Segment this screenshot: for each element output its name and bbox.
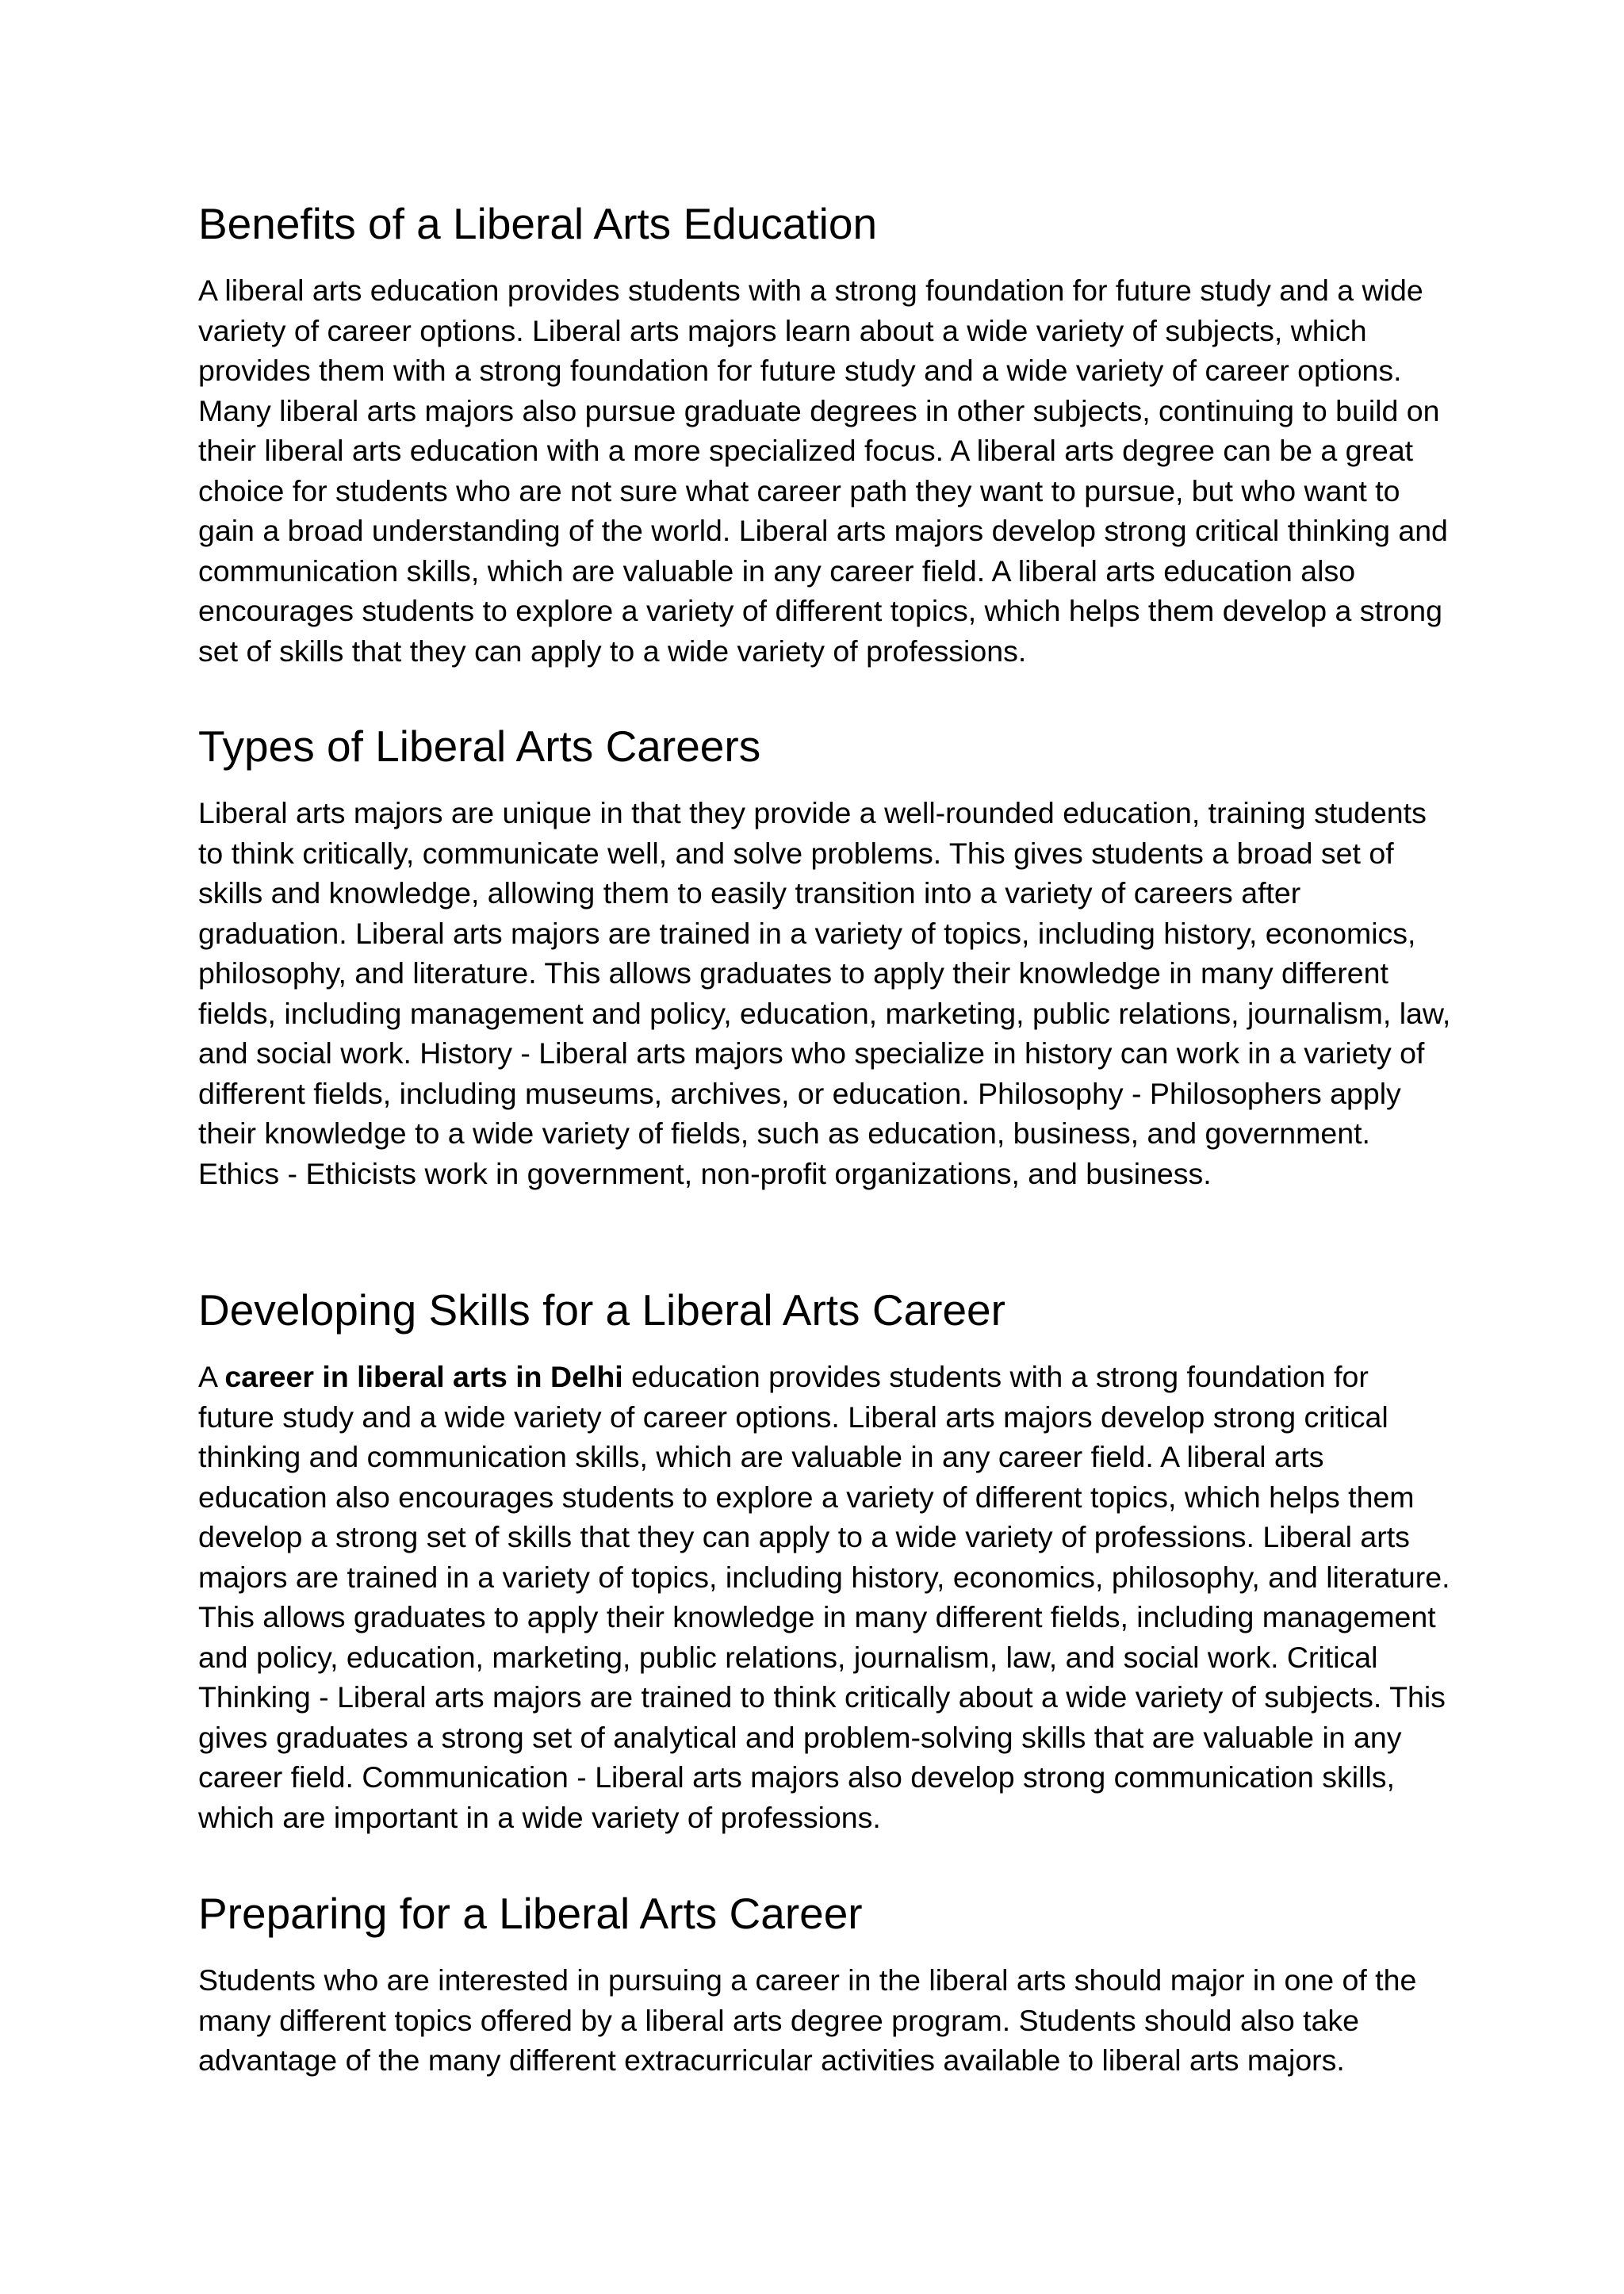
- section-heading-benefits: Benefits of a Liberal Arts Education: [198, 199, 878, 248]
- section-paragraph-developing-skills: [198, 1357, 1451, 1837]
- paragraph-text-prefix: A: [198, 1360, 225, 1393]
- section-heading-career-types: Types of Liberal Arts Careers: [198, 722, 761, 771]
- paragraph-text-suffix: education provides students with a strong foundation for future study and a wide variety of career options. Liberal arts majors develop strong critical thinking and communication skills, which are valuable in any career field. A liberal arts education also encourages students to explore a variety of different topics, which helps them develop a strong set of skills that they can apply to a wide variety of professions. Liberal arts majors are trained in a variety of topics, including history, economics, philosophy, and literature. This allows graduates to apply their knowledge in many different fields, including management and policy, education, marketing, public relations, journalism, law, and social work. Critical Thinking - Liberal arts majors are trained to think critically about a wide variety of subjects. This gives graduates a strong set of analytical and problem-solving skills that are valuable in any career field. Communication - Liberal arts majors also develop strong communication skills, which are important in a wide variety of professions.: [198, 1360, 1450, 1834]
- bold-keyword-phrase: career in liberal arts in Delhi: [224, 1360, 623, 1393]
- section-heading-preparing: Preparing for a Liberal Arts Career: [198, 1889, 863, 1938]
- section-paragraph-benefits: A liberal arts education provides students with a strong foundation for future study and a wide variety of career options. Liberal arts majors learn about a wide variety of subjects, which provides them with a strong foundation for future study and a wide variety of career options. Many liberal arts majors also pursue graduate degrees in other subjects, continuing to build on their liberal arts education with a more specialized focus. A liberal arts degree can be a great choice for students who are not sure what career path they want to pursue, but who want to gain a broad understanding of the world. Liberal arts majors develop strong critical thinking and communication skills, which are valuable in any career field. A liberal arts education also encourages students to explore a variety of different topics, which helps them develop a strong set of skills that they can apply to a wide variety of professions.: [198, 274, 1448, 668]
- section-heading-developing-skills: Developing Skills for a Liberal Arts Career: [198, 1285, 1005, 1335]
- section-paragraph-preparing: Students who are interested in pursuing a career in the liberal arts should major in one of the many different topics offered by a liberal arts degree program. Students should also take advantage of the many different extracurricular activities available to liberal arts majors.: [198, 1963, 1417, 2077]
- section-paragraph-career-types: Liberal arts majors are unique in that they provide a well-rounded education, training students to think critically, communicate well, and solve problems. This gives students a broad set of skills and knowledge, allowing them to easily transition into a variety of careers after graduation. Liberal arts majors are trained in a variety of topics, including history, economics, philosophy, and literature. This allows graduates to apply their knowledge in many different fields, including management and policy, education, marketing, public relations, journalism, law, and social work. History - Liberal arts majors who specialize in history can work in a variety of different fields, including museums, archives, or education. Philosophy - Philosophers apply their knowledge to a wide variety of fields, such as education, business, and government. Ethics - Ethicists work in government, non-profit organizations, and business.: [198, 796, 1451, 1190]
